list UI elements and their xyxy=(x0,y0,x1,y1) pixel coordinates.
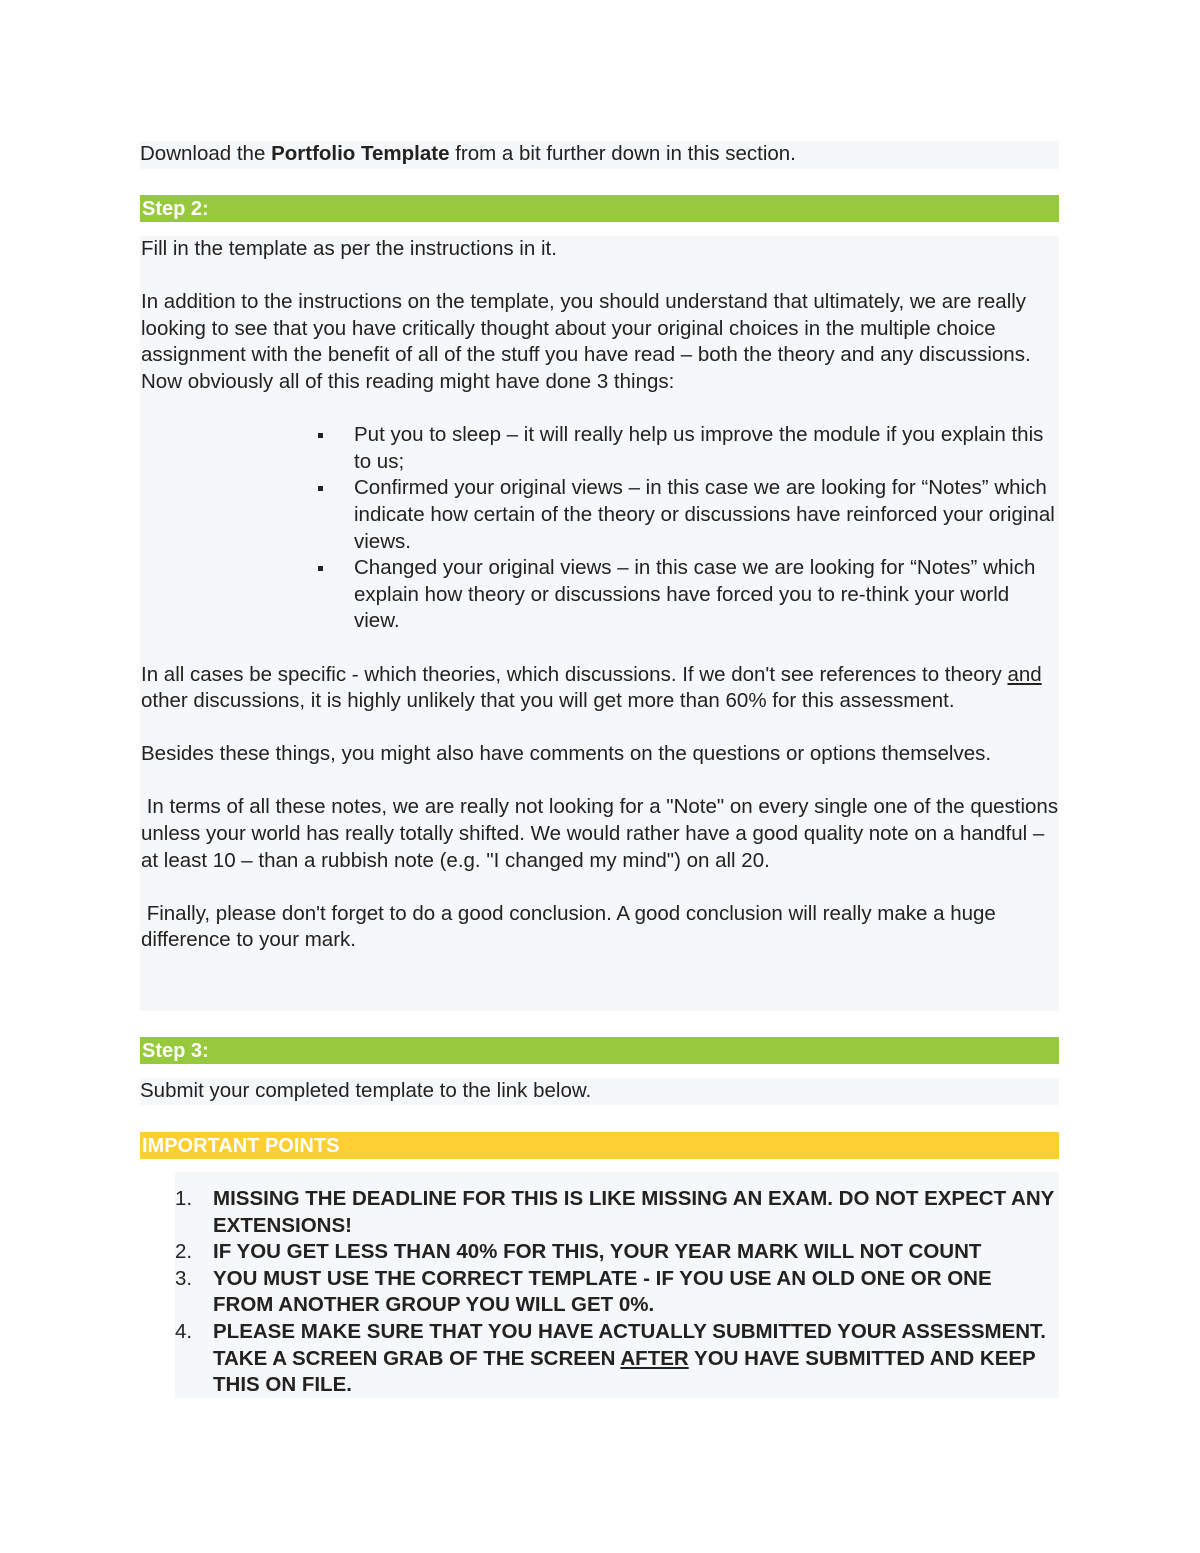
step3-text: Submit your completed template to the link below. xyxy=(140,1079,592,1102)
bullet-list xyxy=(316,422,1059,635)
step3-block xyxy=(140,1078,1059,1105)
important-content xyxy=(175,1186,1055,1399)
step2-para3: Besides these things, you might also have comments on the questions or options themselves. xyxy=(141,742,992,766)
step2-para4: In terms of all these notes, we are really not looking for a "Note" on every single one of the questions unless your world has really totally shifted. We would rather have a good quality note on a handful – at least 10 – than a rubbish note (e.g. "I changed my mind") on all 20. xyxy=(141,795,1064,872)
important-item: 1. MISSING THE DEADLINE FOR THIS IS LIKE MISSING AN EXAM. DO NOT EXPECT ANY EXTENSIONS! xyxy=(175,1187,1054,1237)
step2-intro: Fill in the template as per the instructions in it. xyxy=(141,237,557,260)
portfolio-template-label: Portfolio Template xyxy=(271,142,450,165)
step1-block xyxy=(140,141,1059,169)
important-list xyxy=(175,1186,1055,1399)
step2-para1: In addition to the instructions on the template, you should understand that ultimately, we are really looking to see that you have critically thought about your original choices in the multiple choice assignment with the benefit of all of the stuff you have read – both the theory and any discussions. Now obviously all of this reading might have done 3 things: xyxy=(141,290,1031,393)
bullet-list-wrap xyxy=(141,422,1059,635)
step1-text: Download the Portfolio Template from a bit further down in this section. xyxy=(140,142,796,165)
important-item: 2. IF YOU GET LESS THAN 40% FOR THIS, YOUR YEAR MARK WILL NOT COUNT xyxy=(175,1240,982,1264)
bullet-item: Put you to sleep – it will really help us improve the module if you explain this to us; xyxy=(316,422,1059,475)
important-item: 3. YOU MUST USE THE CORRECT TEMPLATE - IF YOU USE AN OLD ONE OR ONE FROM ANOTHER GROUP YOU WILL GET 0%. xyxy=(175,1266,992,1317)
important-item: 4. PLEASE MAKE SURE THAT YOU HAVE ACTUALLY SUBMITTED YOUR ASSESSMENT. TAKE A SCREEN GRAB OF THE SCREEN AFTER YOU HAVE SUBMITTED AND KEEP THIS ON FILE. xyxy=(175,1319,1047,1397)
important-heading: IMPORTANT POINTS xyxy=(140,1132,1059,1159)
step2-para2: In all cases be specific - which theories, which discussions. If we don't see references to theory and other discussions, it is highly unlikely that you will get more than 60% for this assessment. xyxy=(141,662,1042,713)
bullet-item: Confirmed your original views – in this case we are looking for “Notes” which indicate how certain of the theory or discussions have reinforced your original views. xyxy=(316,475,1059,555)
step3-heading: Step 3: xyxy=(140,1037,1059,1064)
bullet-item: Changed your original views – in this case we are looking for “Notes” which explain how theory or discussions have forced you to re-think your world view. xyxy=(316,555,1059,635)
step2-content xyxy=(141,236,1064,954)
step2-para5: Finally, please don't forget to do a good conclusion. A good conclusion will really make a huge difference to your mark. xyxy=(141,901,1002,952)
step2-heading: Step 2: xyxy=(140,195,1059,222)
